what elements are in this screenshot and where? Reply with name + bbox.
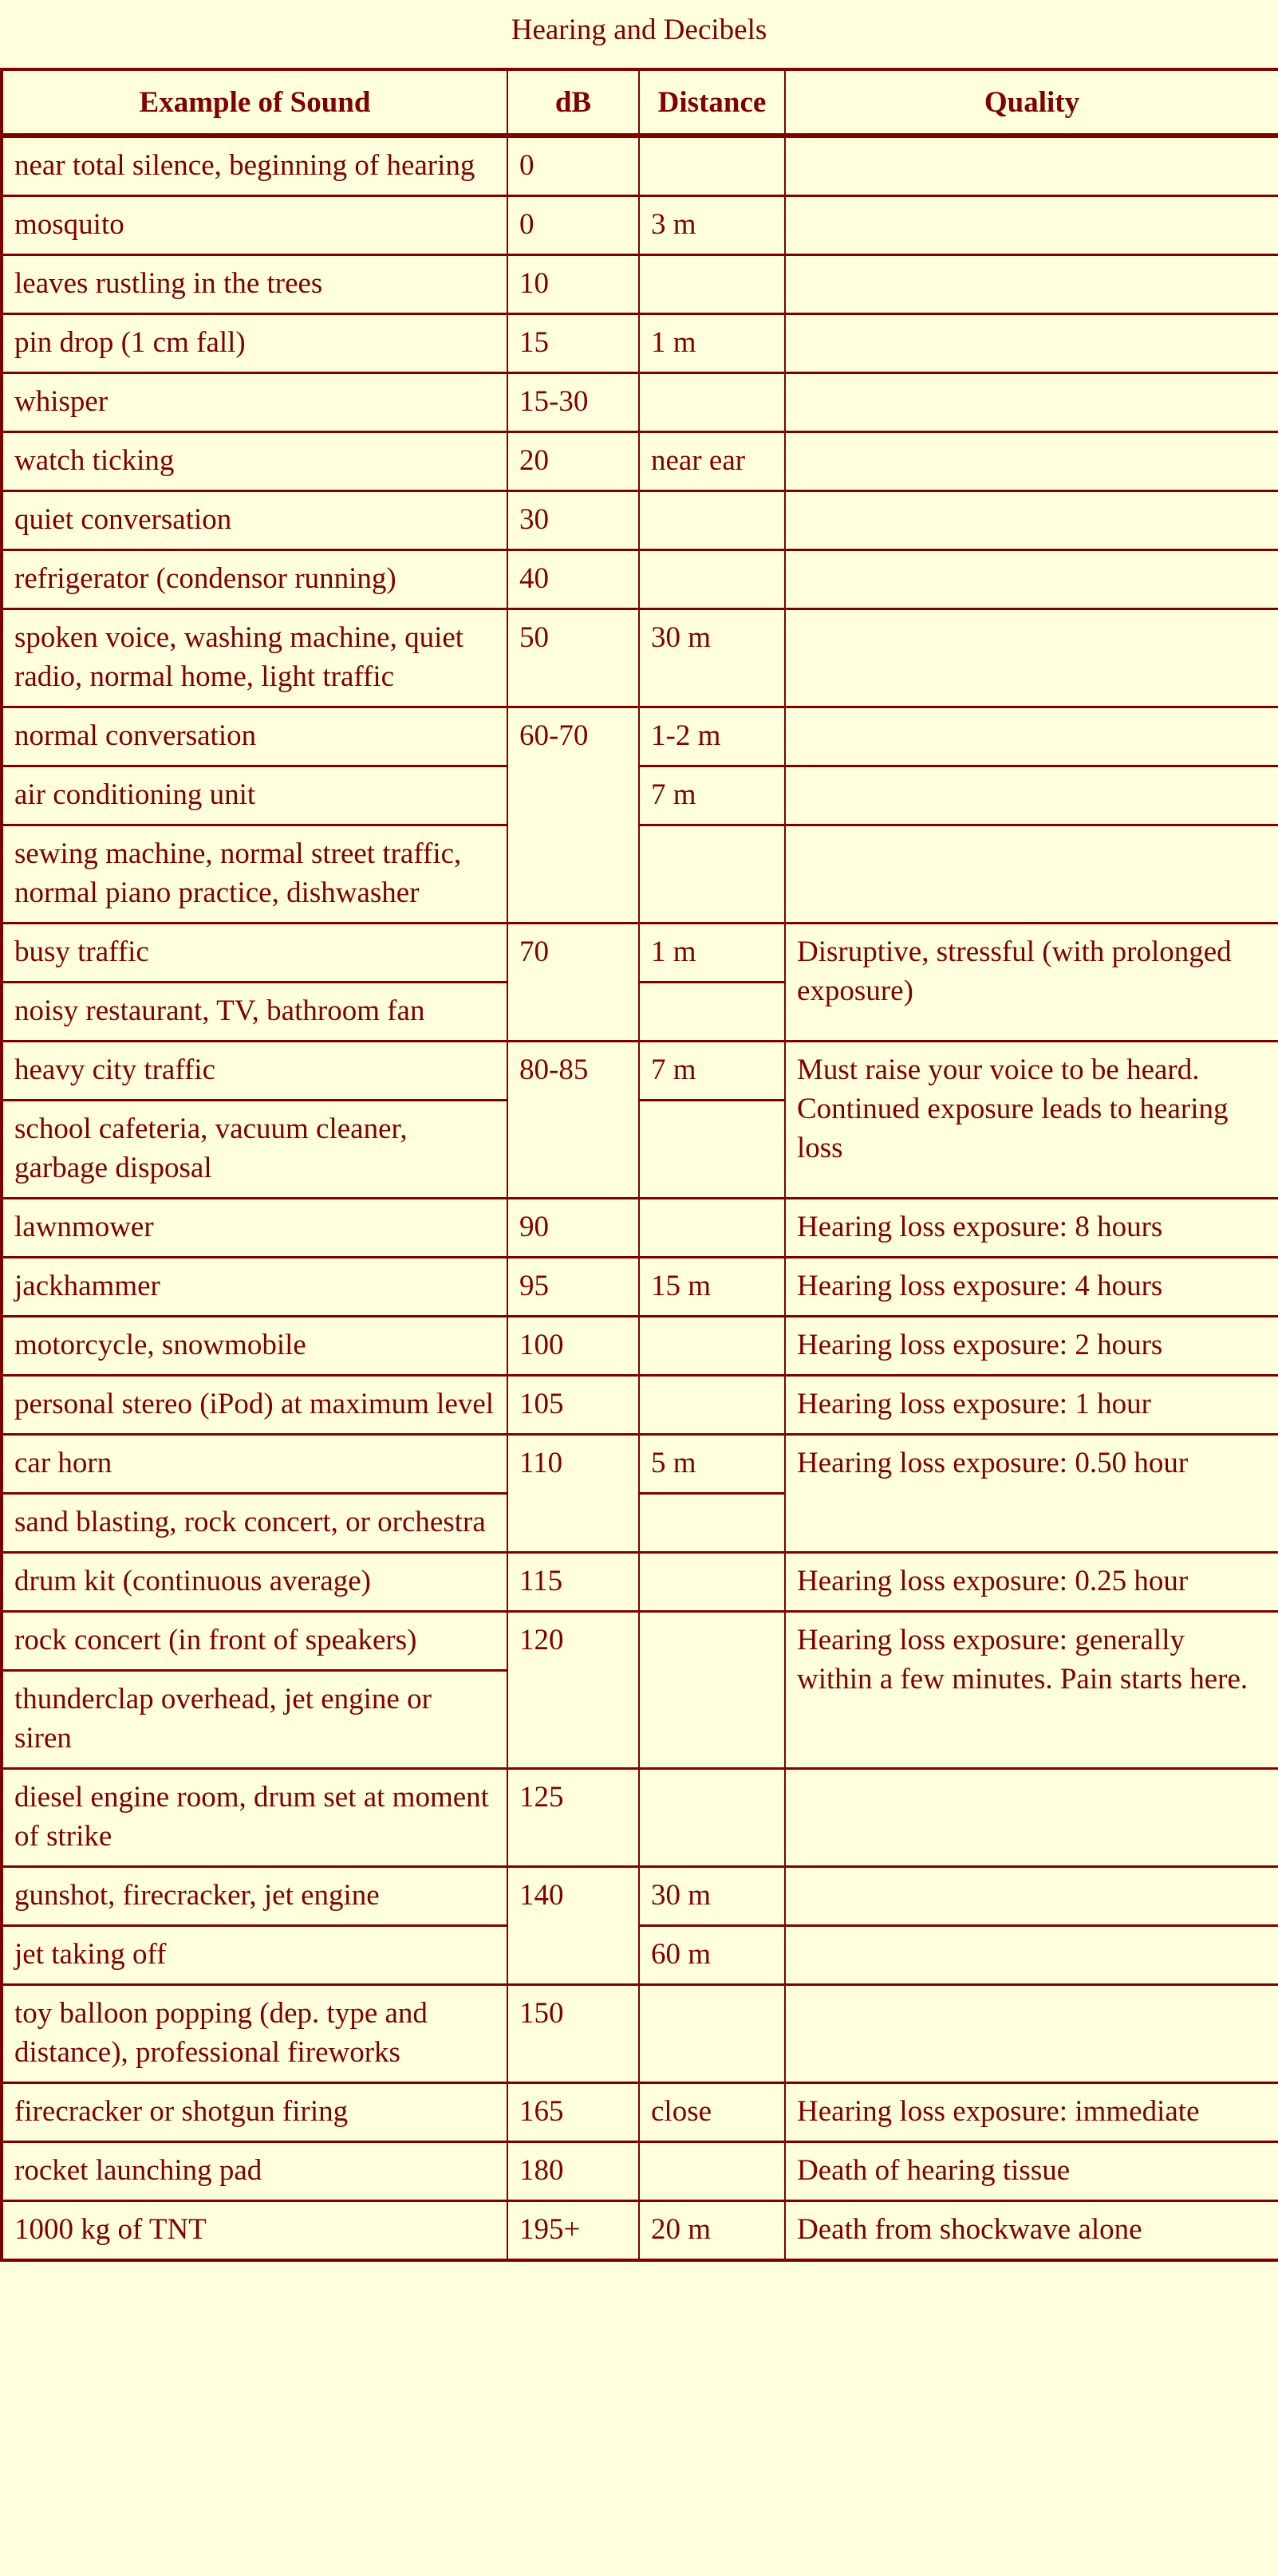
quality-cell [785,609,1278,707]
header-distance: Distance [639,69,785,136]
quality-cell [785,1867,1278,1926]
db-cell: 150 [507,1985,639,2083]
table-row [2,1985,1278,2083]
db-cell: 95 [507,1258,639,1317]
quality-cell [785,766,1278,825]
quality-cell [785,432,1278,491]
db-cell: 165 [507,2083,639,2142]
distance-cell: 20 m [639,2201,785,2261]
quality-cell [785,1926,1278,1985]
sound-cell: normal conversation [2,707,507,766]
distance-cell [639,1376,785,1435]
db-cell: 180 [507,2142,639,2201]
db-cell: 30 [507,491,639,550]
quality-cell: Hearing loss exposure: immediate [785,2083,1278,2142]
quality-cell [785,1769,1278,1867]
distance-cell [639,2142,785,2201]
sound-cell: rock concert (in front of speakers) [2,1612,507,1671]
table-row [2,766,1278,825]
distance-cell: 1-2 m [639,707,785,766]
header-example-of-sound: Example of Sound [2,69,507,136]
header-quality: Quality [785,69,1278,136]
table-row [2,2201,1278,2261]
quality-cell [785,136,1278,196]
table-row [2,314,1278,373]
sound-cell: firecracker or shotgun firing [2,2083,507,2142]
db-cell: 60-70 [507,707,639,924]
sound-cell: drum kit (continuous average) [2,1553,507,1612]
sound-cell: jackhammer [2,1258,507,1317]
db-cell: 100 [507,1317,639,1376]
table-row [2,1867,1278,1926]
sound-cell: spoken voice, washing machine, quiet radio, normal home, light traffic [2,609,507,707]
decibel-table [0,68,1278,2262]
distance-cell: 15 m [639,1258,785,1317]
distance-cell [639,825,785,924]
distance-cell [639,136,785,196]
db-cell: 195+ [507,2201,639,2261]
distance-cell [639,491,785,550]
page-title: Hearing and Decibels [511,14,767,46]
distance-cell: 3 m [639,196,785,255]
sound-cell: sand blasting, rock concert, or orchestra [2,1494,507,1553]
table-row [2,255,1278,314]
db-cell: 125 [507,1769,639,1867]
quality-cell [785,196,1278,255]
quality-cell: Disruptive, stressful (with prolonged exposure) [785,924,1278,1042]
distance-cell: near ear [639,432,785,491]
sound-cell: noisy restaurant, TV, bathroom fan [2,983,507,1042]
quality-cell [785,255,1278,314]
sound-cell: refrigerator (condensor running) [2,550,507,609]
distance-cell: close [639,2083,785,2142]
quality-cell [785,314,1278,373]
distance-cell [639,1317,785,1376]
db-cell: 20 [507,432,639,491]
db-cell: 40 [507,550,639,609]
sound-cell: thunderclap overhead, jet engine or siren [2,1671,507,1769]
table-row [2,373,1278,432]
distance-cell: 7 m [639,1042,785,1101]
table-row [2,1317,1278,1376]
sound-cell: mosquito [2,196,507,255]
sound-cell: heavy city traffic [2,1042,507,1101]
sound-cell: busy traffic [2,924,507,983]
sound-cell: car horn [2,1435,507,1494]
sound-cell: watch ticking [2,432,507,491]
sound-cell: toy balloon popping (dep. type and distance), professional fireworks [2,1985,507,2083]
db-cell: 15 [507,314,639,373]
quality-cell: Hearing loss exposure: 0.25 hour [785,1553,1278,1612]
table-row [2,1258,1278,1317]
distance-cell: 30 m [639,1867,785,1926]
distance-cell [639,1101,785,1199]
sound-cell: diesel engine room, drum set at moment of strike [2,1769,507,1867]
sound-cell: lawnmower [2,1199,507,1258]
db-cell: 115 [507,1553,639,1612]
quality-cell: Death of hearing tissue [785,2142,1278,2201]
distance-cell: 1 m [639,924,785,983]
db-cell: 0 [507,136,639,196]
quality-cell: Hearing loss exposure: 2 hours [785,1317,1278,1376]
table-row [2,1612,1278,1671]
table-row [2,1553,1278,1612]
distance-cell [639,1199,785,1258]
quality-cell: Hearing loss exposure: generally within a few minutes. Pain starts here. [785,1612,1278,1769]
table-row [2,196,1278,255]
distance-cell [639,550,785,609]
db-cell: 105 [507,1376,639,1435]
distance-cell [639,373,785,432]
sound-cell: whisper [2,373,507,432]
distance-cell [639,1553,785,1612]
sound-cell: jet taking off [2,1926,507,1985]
distance-cell: 1 m [639,314,785,373]
sound-cell: sewing machine, normal street traffic, normal piano practice, dishwasher [2,825,507,924]
table-row [2,1769,1278,1867]
quality-cell [785,707,1278,766]
quality-cell [785,825,1278,924]
table-row [2,825,1278,924]
table-row [2,1199,1278,1258]
table-row [2,2083,1278,2142]
header-db: dB [507,69,639,136]
quality-cell [785,550,1278,609]
table-row [2,1435,1278,1494]
table-row [2,136,1278,196]
table-row [2,1376,1278,1435]
quality-cell: Hearing loss exposure: 0.50 hour [785,1435,1278,1553]
distance-cell [639,1769,785,1867]
quality-cell: Hearing loss exposure: 8 hours [785,1199,1278,1258]
distance-cell [639,255,785,314]
sound-cell: 1000 kg of TNT [2,2201,507,2261]
sound-cell: personal stereo (iPod) at maximum level [2,1376,507,1435]
sound-cell: rocket launching pad [2,2142,507,2201]
table-row [2,1042,1278,1101]
header-row [2,69,1278,136]
table-row [2,432,1278,491]
quality-cell: Must raise your voice to be heard. Continued exposure leads to hearing loss [785,1042,1278,1199]
distance-cell [639,1612,785,1769]
db-cell: 140 [507,1867,639,1985]
table-row [2,924,1278,983]
distance-cell: 30 m [639,609,785,707]
db-cell: 120 [507,1612,639,1769]
db-cell: 80-85 [507,1042,639,1199]
quality-cell [785,373,1278,432]
table-row [2,2142,1278,2201]
sound-cell: gunshot, firecracker, jet engine [2,1867,507,1926]
table-row [2,550,1278,609]
sound-cell: quiet conversation [2,491,507,550]
db-cell: 70 [507,924,639,1042]
sound-cell: pin drop (1 cm fall) [2,314,507,373]
sound-cell: near total silence, beginning of hearing [2,136,507,196]
distance-cell [639,1494,785,1553]
quality-cell: Hearing loss exposure: 1 hour [785,1376,1278,1435]
table-row [2,1926,1278,1985]
distance-cell [639,983,785,1042]
table-row [2,609,1278,707]
table-row [2,707,1278,766]
distance-cell [639,1985,785,2083]
distance-cell: 7 m [639,766,785,825]
quality-cell [785,491,1278,550]
sound-cell: motorcycle, snowmobile [2,1317,507,1376]
quality-cell: Death from shockwave alone [785,2201,1278,2261]
quality-cell: Hearing loss exposure: 4 hours [785,1258,1278,1317]
sound-cell: school cafeteria, vacuum cleaner, garbage disposal [2,1101,507,1199]
db-cell: 0 [507,196,639,255]
db-cell: 15-30 [507,373,639,432]
db-cell: 110 [507,1435,639,1553]
sound-cell: leaves rustling in the trees [2,255,507,314]
table-row [2,491,1278,550]
distance-cell: 5 m [639,1435,785,1494]
db-cell: 90 [507,1199,639,1258]
distance-cell: 60 m [639,1926,785,1985]
db-cell: 10 [507,255,639,314]
db-cell: 50 [507,609,639,707]
sound-cell: air conditioning unit [2,766,507,825]
quality-cell [785,1985,1278,2083]
